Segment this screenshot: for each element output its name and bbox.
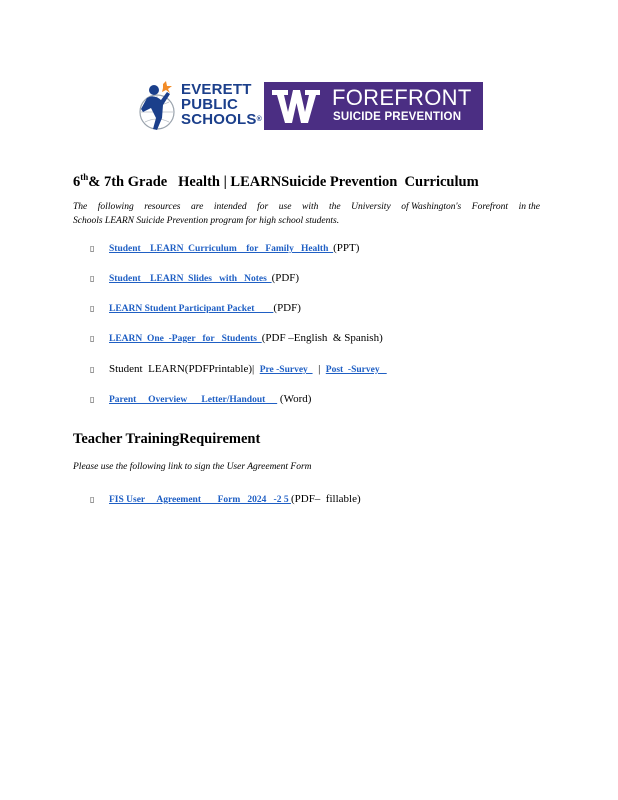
link-parent-letter[interactable]: Parent Overview Letter/Handout <box>109 395 278 405</box>
registered-mark: ® <box>256 116 262 123</box>
heading-text: & 7th Grade Health | LEARNSuicide Prevention Curriculum <box>88 173 479 190</box>
item-suffix: (PDF) <box>273 302 301 314</box>
intro-line-2: Schools LEARN Suicide Prevention program for high school students. <box>73 216 340 226</box>
list-item <box>90 362 387 377</box>
bullet-icon: ▯ <box>90 304 95 313</box>
intro-word: with <box>302 202 319 212</box>
bullet-icon: ▯ <box>90 274 95 283</box>
intro-word: in the <box>518 202 540 212</box>
item-suffix: (PDF) <box>271 272 300 284</box>
uw-w-icon <box>270 86 322 126</box>
intro-word: Forefront <box>471 202 509 212</box>
link-curriculum-ppt[interactable]: Student LEARN Curriculum for Family Health <box>109 244 334 254</box>
intro-paragraph <box>73 200 540 228</box>
link-participant-packet[interactable]: LEARN Student Participant Packet <box>109 304 274 314</box>
item-suffix: (Word) <box>277 393 312 405</box>
heading-superscript: th <box>80 172 89 182</box>
intro-word: following <box>97 202 134 212</box>
intro-word: of Washington's <box>401 202 462 212</box>
intro-word: intended <box>213 202 247 212</box>
list-item <box>90 241 359 256</box>
bullet-icon: ▯ <box>90 365 95 374</box>
eps-figure-icon <box>133 78 183 132</box>
item-suffix: (PPT) <box>333 242 360 254</box>
survey-divider: | <box>312 363 326 375</box>
intro-word: for <box>257 202 269 212</box>
link-user-agreement-form[interactable]: FIS User Agreement Form 2024 -2 5 <box>109 495 291 505</box>
intro-word: University <box>351 202 391 212</box>
intro-word: use <box>278 202 292 212</box>
item-suffix: (PDF– fillable) <box>290 493 361 505</box>
everett-public-schools-logo <box>133 78 262 132</box>
intro-word: the <box>328 202 341 212</box>
link-slides-notes[interactable]: Student LEARN Slides with Notes <box>109 274 272 284</box>
bullet-icon: ▯ <box>90 334 95 343</box>
page-heading <box>73 172 479 191</box>
forefront-logo <box>264 82 483 130</box>
list-item <box>90 301 301 316</box>
item-suffix: (PDF –English & Spanish) <box>261 332 383 344</box>
list-item <box>90 271 299 286</box>
eps-line3: SCHOOLS <box>181 111 257 128</box>
eps-line1: EVERETT <box>181 81 252 98</box>
bullet-icon: ▯ <box>90 244 95 253</box>
teacher-note: Please use the following link to sign the User Agreement Form <box>73 462 312 472</box>
list-item <box>90 392 311 407</box>
bullet-icon: ▯ <box>90 395 95 404</box>
heading-number: 6 <box>73 173 81 190</box>
list-item <box>90 331 383 346</box>
link-post-survey[interactable]: Post -Survey <box>325 365 387 375</box>
intro-word: The <box>73 202 88 212</box>
survey-item-prefix: Student LEARN(PDFPrintable)| <box>109 363 260 375</box>
forefront-subtitle: SUICIDE PREVENTION <box>333 111 462 123</box>
eps-line2: PUBLIC <box>181 96 239 113</box>
intro-word: resources <box>144 202 181 212</box>
intro-line-1 <box>73 200 540 214</box>
bullet-icon: ▯ <box>90 495 95 504</box>
link-one-pager[interactable]: LEARN One -Pager for Students <box>109 334 262 344</box>
list-item <box>90 492 361 507</box>
link-pre-survey[interactable]: Pre -Survey <box>259 365 313 375</box>
forefront-title: FOREFRONT <box>332 85 472 110</box>
teacher-heading: Teacher TrainingRequirement <box>73 431 261 447</box>
intro-word: are <box>191 202 204 212</box>
